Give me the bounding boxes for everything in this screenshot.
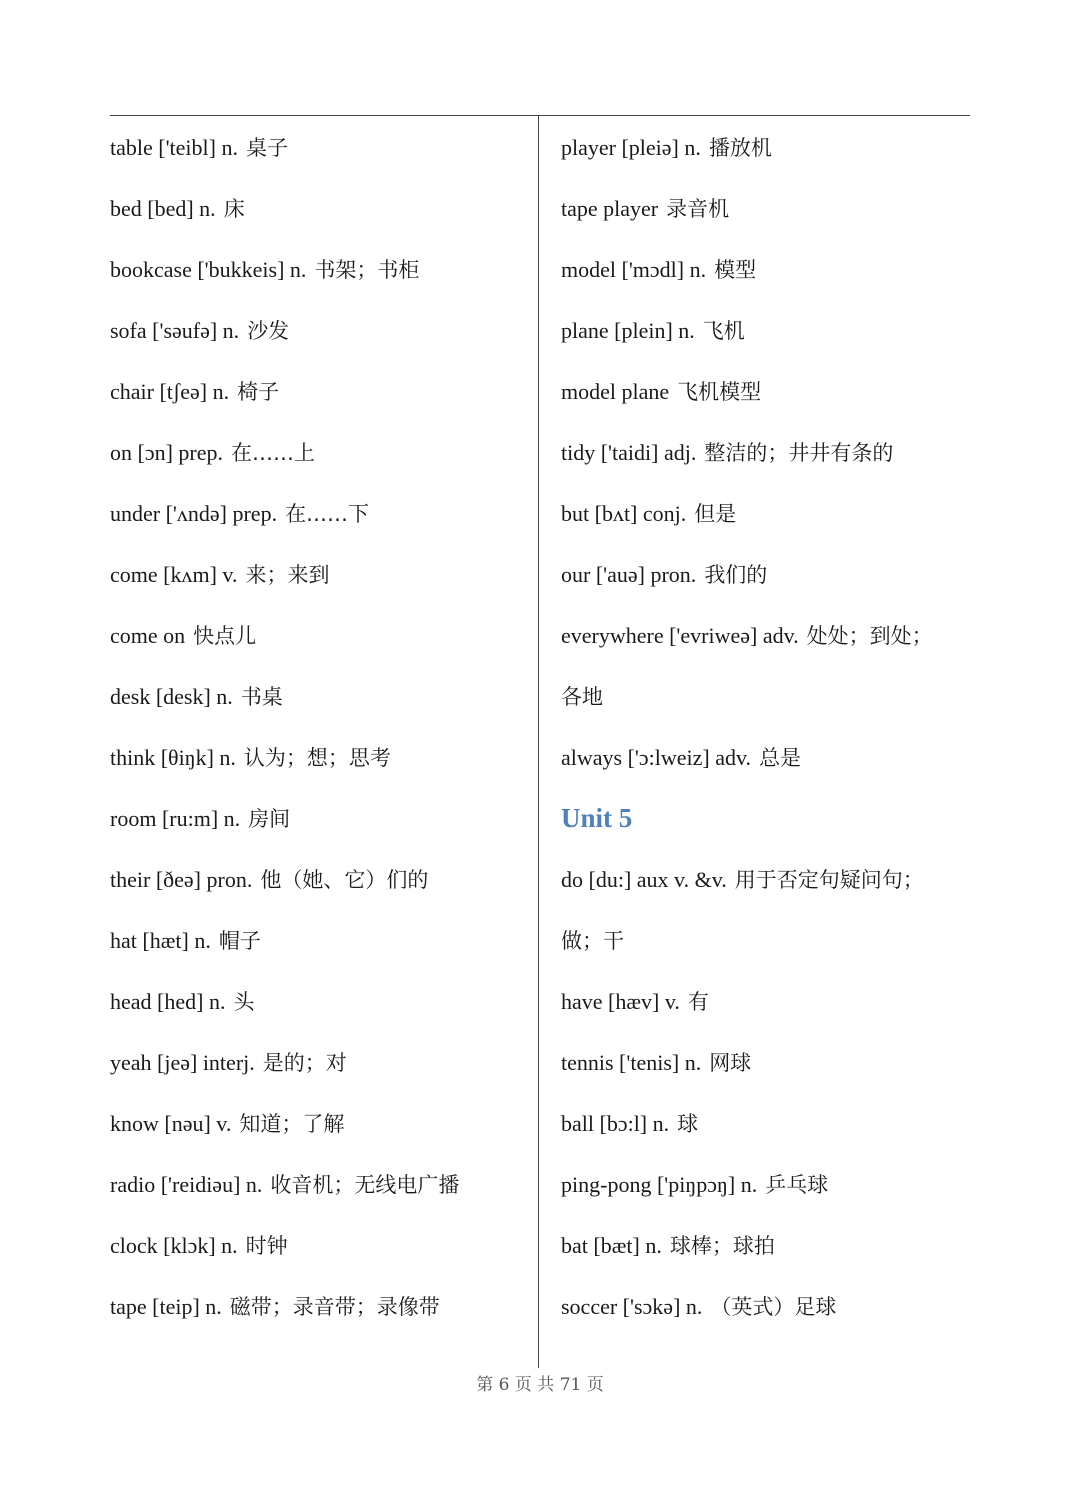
vocab-meaning: 是的；对: [262, 1051, 347, 1075]
vocab-word: tape player: [561, 196, 659, 221]
vocab-word: do [du:] aux v. &v.: [561, 867, 727, 892]
vocab-word: under ['ʌndə] prep.: [110, 501, 278, 526]
vocab-meaning: 桌子: [245, 136, 288, 160]
vocab-meaning: 总是: [759, 746, 802, 770]
vocab-meaning: 椅子: [237, 380, 280, 404]
vocab-meaning: 时钟: [245, 1234, 288, 1258]
column-divider: [538, 115, 539, 1368]
vocab-meaning: 整洁的；井井有条的: [704, 441, 894, 465]
vocab-word: have [hæv] v.: [561, 989, 680, 1014]
vocab-word: desk [desk] n.: [110, 684, 233, 709]
vocab-entry: [561, 178, 971, 239]
vocab-meaning: 收音机；无线电广播: [270, 1173, 460, 1197]
vocab-entry: [561, 1276, 971, 1337]
vocab-meaning: 沙发: [247, 319, 290, 343]
vocab-entry: [110, 544, 530, 605]
vocab-word: everywhere ['evriweə] adv.: [561, 623, 799, 648]
vocab-entry: [561, 666, 971, 727]
vocab-meaning: 录音机: [666, 197, 730, 221]
vocab-word: their [ðeə] pron.: [110, 867, 253, 892]
vocab-word: come [kʌm] v.: [110, 562, 238, 587]
vocab-meaning: 房间: [248, 807, 291, 831]
vocab-entry: [110, 1215, 530, 1276]
vocab-meaning: 帽子: [218, 929, 261, 953]
vocab-meaning: 我们的: [704, 563, 768, 587]
vocab-meaning: 磁带；录音带；录像带: [229, 1295, 440, 1319]
vocab-meaning: 快点儿: [193, 624, 257, 648]
vocab-meaning: 床: [223, 197, 245, 221]
vocab-word: radio ['reidiəu] n.: [110, 1172, 263, 1197]
vocab-meaning: 头: [233, 990, 255, 1014]
vocab-entry: [561, 849, 971, 910]
vocab-meaning: 网球: [709, 1051, 752, 1075]
vocab-word: clock [klɔk] n.: [110, 1233, 238, 1258]
vocab-entry: [561, 117, 971, 178]
vocab-entry: [110, 1154, 530, 1215]
vocab-entry: [110, 971, 530, 1032]
vocab-word: bed [bed] n.: [110, 196, 216, 221]
top-rule: [110, 115, 970, 116]
vocab-meaning: 来；来到: [245, 563, 330, 587]
vocab-word: on [ɔn] prep.: [110, 440, 224, 465]
vocab-entry: [561, 483, 971, 544]
vocab-entry: [110, 239, 530, 300]
vocab-word: think [θiŋk] n.: [110, 745, 236, 770]
vocab-word: model plane: [561, 379, 670, 404]
right-column: [561, 117, 971, 1337]
vocab-entry: [110, 849, 530, 910]
vocab-entry: [110, 483, 530, 544]
vocab-word: yeah [jeə] interj.: [110, 1050, 255, 1075]
vocab-word: ping-pong ['piŋpɔŋ] n.: [561, 1172, 758, 1197]
vocab-entry: [110, 117, 530, 178]
vocab-word: ball [bɔ:l] n.: [561, 1111, 670, 1136]
vocab-entry: [561, 1215, 971, 1276]
vocab-meaning: 有: [687, 990, 709, 1014]
vocab-entry: [561, 422, 971, 483]
vocab-meaning: 用于否定句疑问句；: [734, 868, 924, 892]
vocab-word: hat [hæt] n.: [110, 928, 211, 953]
vocab-meaning: 认为；想；思考: [243, 746, 391, 770]
vocab-entry: [561, 971, 971, 1032]
vocab-word: sofa ['səufə] n.: [110, 318, 240, 343]
vocab-meaning: 书桌: [240, 685, 283, 709]
vocab-word: tennis ['tenis] n.: [561, 1050, 702, 1075]
vocab-meaning: 在……下: [285, 502, 370, 526]
vocab-entry: [561, 1032, 971, 1093]
vocab-entry: [110, 788, 530, 849]
left-column: [110, 117, 530, 1337]
vocab-meaning: 处处；到处；: [806, 624, 933, 648]
vocab-entry: [110, 910, 530, 971]
vocab-word: head [hed] n.: [110, 989, 226, 1014]
vocab-entry: [561, 361, 971, 422]
vocab-word: player [pleiə] n.: [561, 135, 701, 160]
vocab-word: room [ru:m] n.: [110, 806, 241, 831]
vocab-meaning: 飞机模型: [677, 380, 762, 404]
vocab-meaning: 各地: [561, 685, 603, 709]
vocab-entry: [110, 1093, 530, 1154]
vocab-meaning: 但是: [694, 502, 737, 526]
vocab-meaning: 知道；了解: [239, 1112, 345, 1136]
vocab-entry: [561, 239, 971, 300]
vocab-entry: [561, 300, 971, 361]
vocab-meaning: 书架；书柜: [314, 258, 420, 282]
vocab-word: come on: [110, 623, 186, 648]
vocab-meaning: 飞机: [702, 319, 745, 343]
unit-heading: Unit 5: [561, 803, 633, 833]
vocab-entry: [110, 1032, 530, 1093]
vocab-meaning: 播放机: [708, 136, 772, 160]
vocab-entry: [110, 422, 530, 483]
vocab-word: but [bʌt] conj.: [561, 501, 687, 526]
vocab-word: always ['ɔ:lweiz] adv.: [561, 745, 752, 770]
vocab-word: plane [plein] n.: [561, 318, 695, 343]
vocab-word: soccer ['sɔkə] n.: [561, 1294, 703, 1319]
vocab-word: tidy ['taidi] adj.: [561, 440, 697, 465]
vocab-entry: [561, 1154, 971, 1215]
vocab-word: know [nəu] v.: [110, 1111, 232, 1136]
vocab-meaning: 球棒；球拍: [669, 1234, 775, 1258]
vocab-word: table ['teibl] n.: [110, 135, 238, 160]
vocab-entry: [561, 727, 971, 788]
vocab-meaning: 球: [677, 1112, 699, 1136]
vocab-entry: [110, 178, 530, 239]
vocab-word: chair [tʃeə] n.: [110, 379, 230, 404]
vocab-entry: [110, 361, 530, 422]
vocab-word: tape [teip] n.: [110, 1294, 222, 1319]
vocab-meaning: 做；干: [561, 929, 624, 953]
page-footer: 第 6 页 共 71 页: [476, 1375, 604, 1395]
vocab-entry: [110, 300, 530, 361]
vocab-entry: [561, 605, 971, 666]
vocab-entry: [561, 1093, 971, 1154]
vocab-meaning: 在……上: [231, 441, 316, 465]
vocab-entry: [561, 544, 971, 605]
vocab-entry: [561, 910, 971, 971]
vocab-word: bookcase ['bukkeis] n.: [110, 257, 307, 282]
vocab-meaning: 乒乓球: [765, 1173, 829, 1197]
vocab-meaning: 模型: [714, 258, 757, 282]
vocab-word: our ['auə] pron.: [561, 562, 697, 587]
vocab-meaning: （英式）足球: [710, 1295, 837, 1319]
vocab-entry: [110, 727, 530, 788]
vocab-entry: [110, 1276, 530, 1337]
vocab-entry: [110, 666, 530, 727]
vocab-entry: [110, 605, 530, 666]
vocab-word: model ['mɔdl] n.: [561, 257, 707, 282]
vocab-word: bat [bæt] n.: [561, 1233, 662, 1258]
vocab-meaning: 他（她、它）们的: [260, 868, 429, 892]
